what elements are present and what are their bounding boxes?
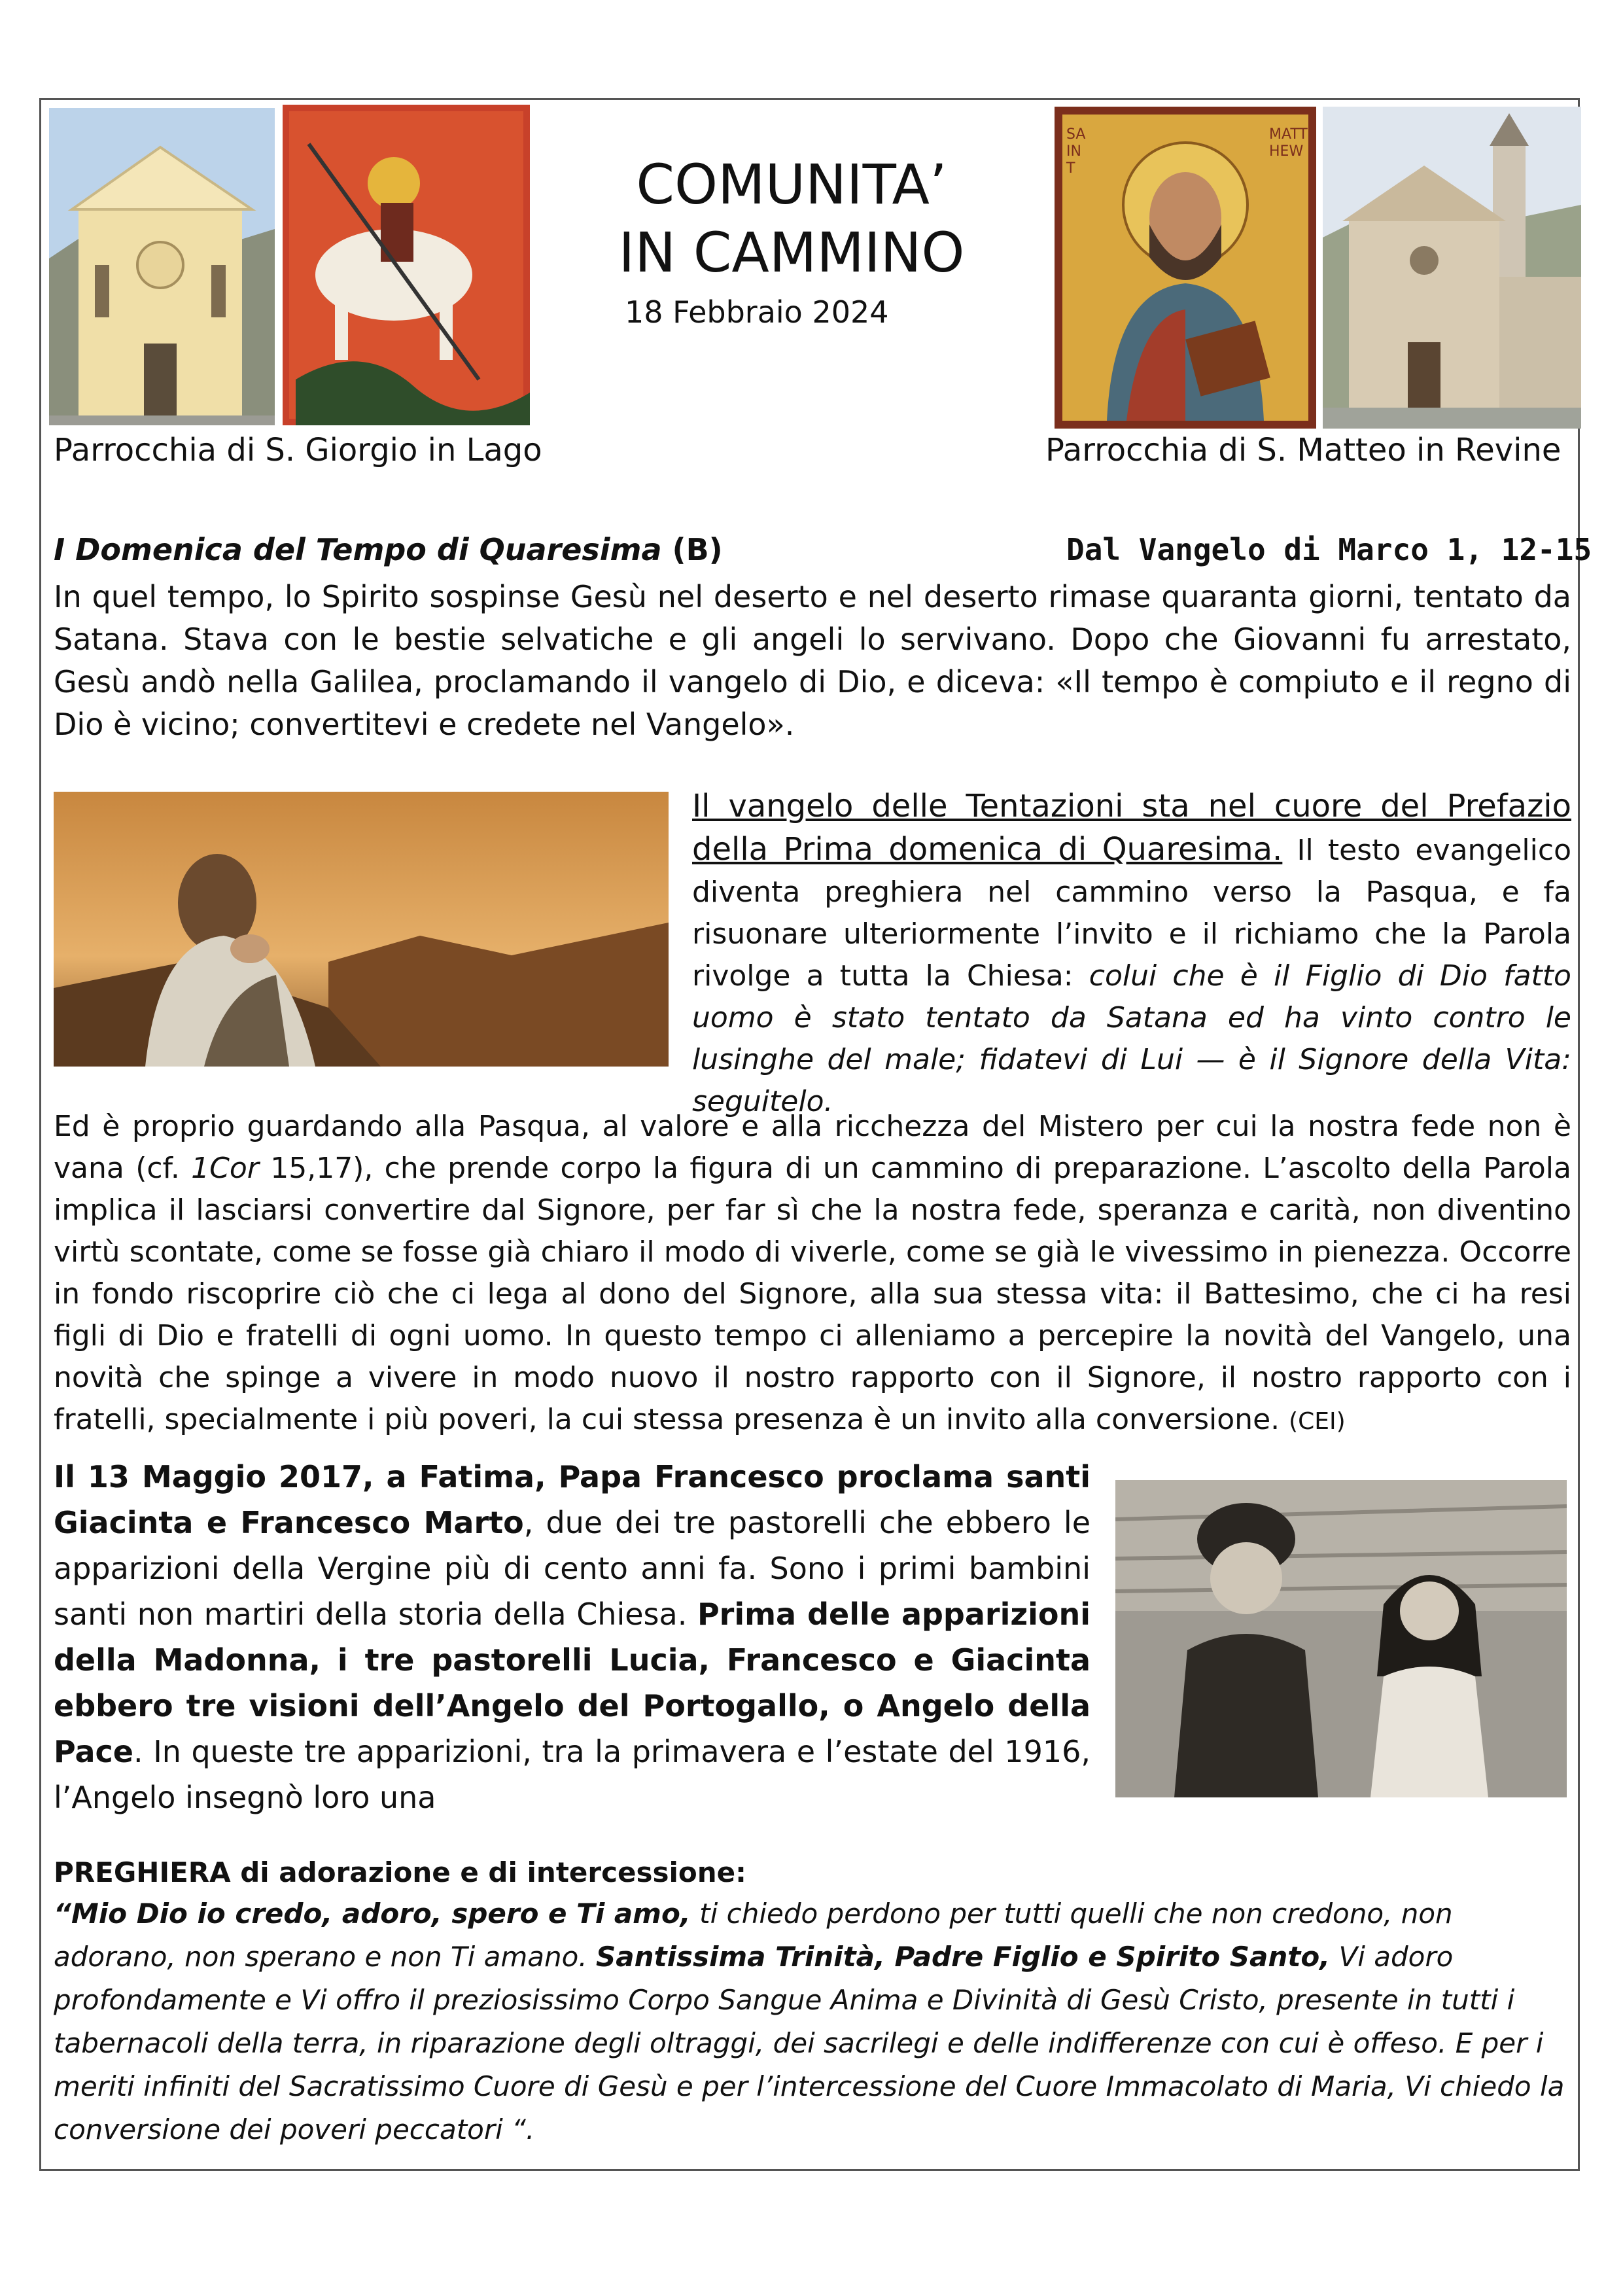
gospel-text: In quel tempo, lo Spirito sospinse Gesù nel deserto e nel deserto rimase quaranta giorni, tentato da Satana. Stava con le bestie selvatiche e gli angeli lo servivano. Dopo che Giovanni fu arrestato, Gesù andò nella Galilea, proclamando il vangelo di Dio, e diceva: «Il tempo è compiuto e il regno di Dio è vicino; convertitevi e credete nel Vangelo». [54,579,1571,742]
parish-caption-left: Parrocchia di S. Giorgio in Lago [54,432,542,468]
reflection-text [692,785,1571,1123]
gospel-heading-suffix: (B) [672,532,723,567]
fatima-text-2: . In queste tre apparizioni, tra la primavera e l’estate del 1916, l’Angelo insegnò loro una [54,1734,1091,1815]
parish-caption-right: Parrocchia di S. Matteo in Revine [1045,432,1562,468]
paragraph2-source: (CEI) [1289,1408,1346,1435]
gospel-heading-text: I Domenica del Tempo di Quaresima [54,532,662,567]
gospel-reference: Dal Vangelo di Marco 1, 12-15 [1066,532,1592,567]
paragraph2-text-a: Ed è proprio guardando alla Pasqua, al valore e alla ricchezza del Mistero per cui la nostra fede non è vana (cf. [54,1110,1571,1185]
prayer-text [54,1892,1571,2151]
church-san-giorgio-photo [49,108,275,425]
prayer-heading: PREGHIERA di adorazione e di intercessione: [54,1856,746,1888]
fatima-bold-2: Prima delle apparizioni della Madonna, i tre pastorelli Lucia, Francesco e Giacinta ebbero tre visioni dell’Angelo del Portogallo, o Angelo della Pace [54,1597,1091,1769]
prayer-text-2: Vi adoro profondamente e Vi offro il preziosissimo Corpo Sangue Anima e Divinità di Gesù Cristo, presente in tutti i tabernacoli della terra, in riparazione degli oltraggi, dei sacrilegi e delle indifferenze con cui è offeso. E per i meriti infiniti del Sacratissimo Cuore di Gesù e per l’intercessione del Cuore Immacolato di Maria, Vi chiedo la conversione dei poveri peccatori “. [54,1941,1565,2146]
bible-reference: 1Cor [191,1152,259,1185]
fatima-bold-1: Il 13 Maggio 2017, a Fatima, Papa Francesco proclama santi Giacinta e Francesco Marto [54,1459,1091,1540]
issue-date: 18 Febbraio 2024 [625,294,889,330]
icon-inscription-right: MATTHEW [1269,126,1308,160]
gospel-heading [54,529,723,571]
reflection-body: Il testo evangelico diventa preghiera nel cammino verso la Pasqua, e fa risuonare ulteriormente l’invito e il richiamo che la Parola rivolge a tutta la Chiesa: [692,834,1571,993]
fatima-text-1: , due dei tre pastorelli che ebbero le apparizioni della Vergine più di cento anni fa. Sono i primi bambini santi non martiri della storia della Chiesa. [54,1505,1091,1632]
jesus-praying-image [54,792,669,1067]
title-line-2: IN CAMMINO [618,221,965,285]
reflection-underlined: Il vangelo delle Tentazioni sta nel cuore del Prefazio della Prima domenica di Quaresima. [692,788,1571,868]
fatima-paragraph [54,1454,1091,1820]
saint-matthew-icon-image [1055,107,1316,429]
newsletter-title [576,150,1007,287]
lent-reflection-paragraph [54,1106,1571,1443]
paragraph2-text-b: 15,17), che prende corpo la figura di un cammino di preparazione. L’ascolto della Parola implica il lasciarsi convertire dal Signore, per far sì che la nostra fede, speranza e carità, non diventino virtù scontate, come se fosse già chiaro il modo di viverle, come se già le vivessimo in pienezza. Occorre in fondo riscoprire ciò che ci lega al dono del Signore, alla sua stessa vita: il Battesimo, che ci ha resi figli di Dio e fratelli di ogni uomo. In questo tempo ci alleniamo a percepire la novità del Vangelo, una novità che spinge a vivere in modo nuovo il nostro rapporto con il Signore, il nostro rapporto con i fratelli, specialmente i più poveri, la cui stessa presenza è un invito alla conversione. [54,1152,1571,1436]
fatima-children-photo [1115,1480,1567,1797]
church-san-matteo-photo [1323,107,1581,429]
icon-inscription-left: SAINT [1066,126,1086,177]
prayer-bold-1: “Mio Dio io credo, adoro, spero e Ti amo, [54,1898,691,1930]
prayer-text-1: ti chiedo perdono per tutti quelli che non credono, non adorano, non sperano e non Ti amano. [54,1898,1453,1973]
title-line-1: COMUNITA’ [636,152,947,217]
saint-george-icon-image [283,105,530,425]
prayer-bold-2: Santissima Trinità, Padre Figlio e Spirito Santo, [596,1941,1331,1973]
reflection-italic: colui che è il Figlio di Dio fatto uomo è stato tentato da Satana ed ha vinto contro le lusinghe del male; fidatevi di Lui — è il Signore della Vita: seguitelo. [692,959,1571,1118]
